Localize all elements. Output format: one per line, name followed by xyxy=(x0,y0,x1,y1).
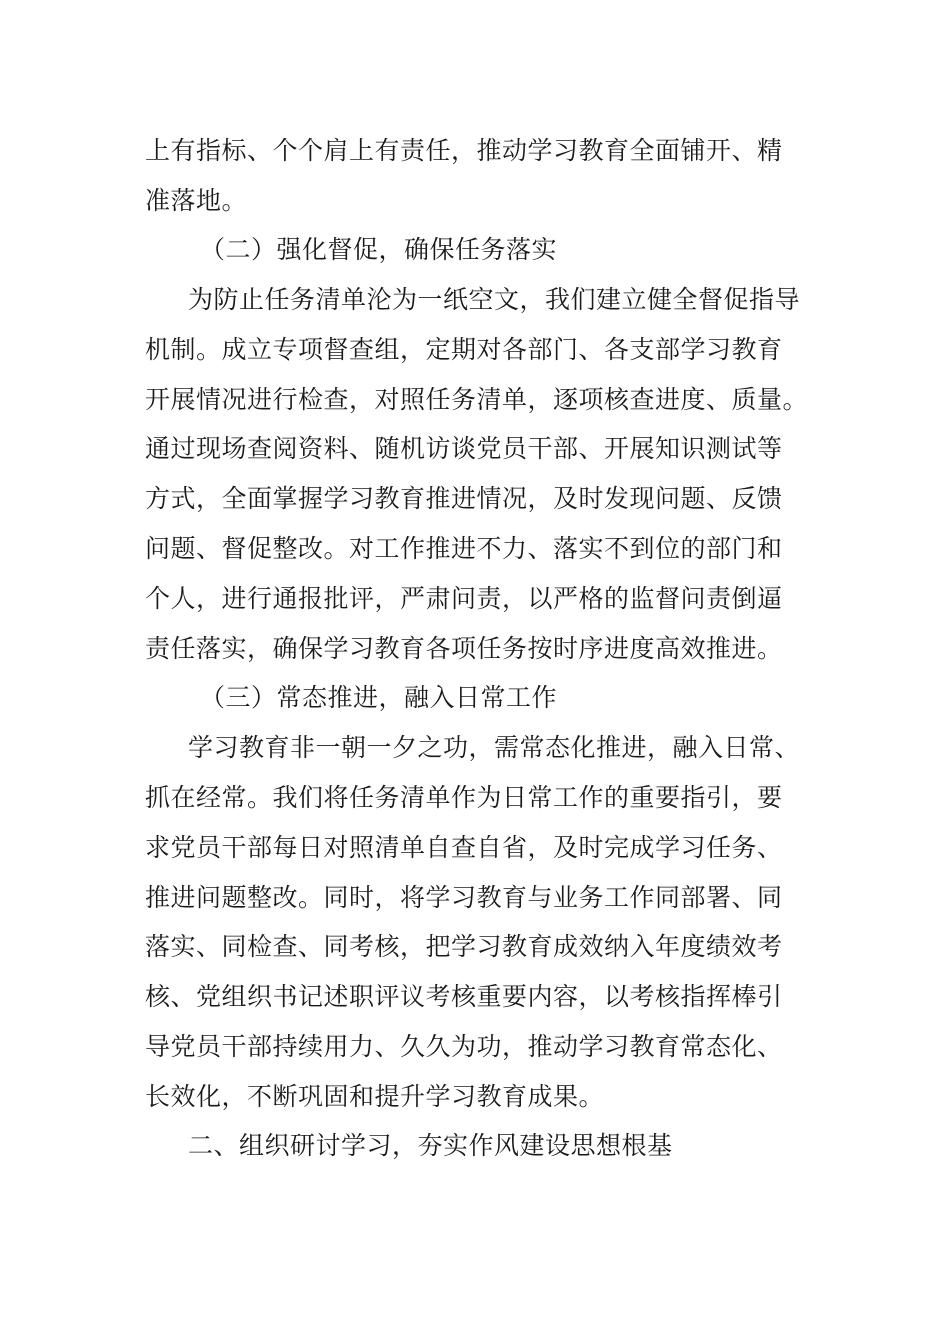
body-text-line: 开展情况进行检查，对照任务清单，逐项核查进度、质量。 xyxy=(145,385,809,414)
body-text-line: 导党员干部持续用力、久久为功，推动学习教育常态化、 xyxy=(145,1032,783,1061)
body-text-line: 上有指标、个个肩上有责任，推动学习教育全面铺开、精 xyxy=(145,136,783,165)
section-heading: （二）强化督促，确保任务落实 xyxy=(200,235,558,264)
body-text-line: 长效化，不断巩固和提升学习教育成果。 xyxy=(145,1082,605,1111)
part-heading: 二、组织研讨学习，夯实作风建设思想根基 xyxy=(188,1131,673,1160)
body-text-line: 问题、督促整改。对工作推进不力、落实不到位的部门和 xyxy=(145,534,783,563)
body-text-line: 求党员干部每日对照清单自查自省，及时完成学习任务、 xyxy=(145,833,783,862)
body-text-line: 方式，全面掌握学习教育推进情况，及时发现问题、反馈 xyxy=(145,484,783,513)
body-text-line: 通过现场查阅资料、随机访谈党员干部、开展知识测试等 xyxy=(145,434,783,463)
body-text-line: 为防止任务清单沦为一纸空文，我们建立健全督促指导 xyxy=(188,285,801,314)
body-text-line: 个人，进行通报批评，严肃问责，以严格的监督问责倒逼 xyxy=(145,584,783,613)
body-text-line: 抓在经常。我们将任务清单作为日常工作的重要指引，要 xyxy=(145,783,783,812)
body-text-line: 核、党组织书记述职评议考核重要内容，以考核指挥棒引 xyxy=(145,982,783,1011)
body-text-line: 机制。成立专项督查组，定期对各部门、各支部学习教育 xyxy=(145,335,783,364)
body-text-line: 责任落实，确保学习教育各项任务按时序进度高效推进。 xyxy=(145,634,783,663)
body-text-line: 学习教育非一朝一夕之功，需常态化推进，融入日常、 xyxy=(188,733,801,762)
section-heading: （三）常态推进，融入日常工作 xyxy=(200,683,558,712)
body-text-line: 落实、同检查、同考核，把学习教育成效纳入年度绩效考 xyxy=(145,932,783,961)
body-text-line: 推进问题整改。同时，将学习教育与业务工作同部署、同 xyxy=(145,883,783,912)
body-text-line: 准落地。 xyxy=(145,186,248,215)
